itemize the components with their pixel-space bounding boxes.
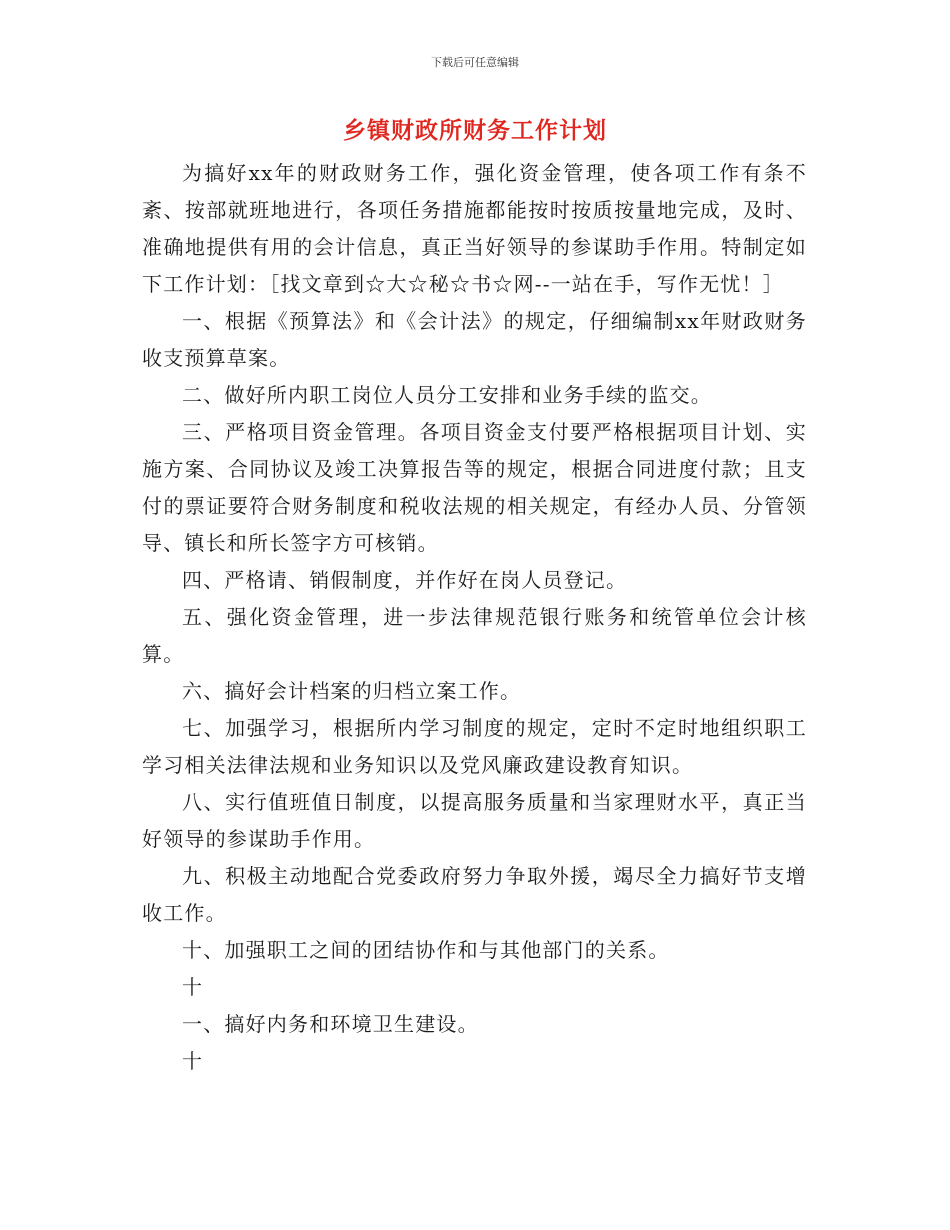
paragraph-intro: 为搞好xx年的财政财务工作，强化资金管理，使各项工作有条不紊、按部就班地进行，各项任务措施都能按时按质按量地完成，及时、准确地提供有用的会计信息，真正当好领导的参谋助手作用。特制定如下工作计划：［找文章到☆大☆秘☆书☆网--一站在手，写作无忧！］ — [142, 161, 807, 296]
document-title: 乡镇财政所财务工作计划 — [343, 118, 607, 144]
paragraph-item-3: 三、严格项目资金管理。各项目资金支付要严格根据项目计划、实施方案、合同协议及竣工决算报告等的规定，根据合同进度付款；且支付的票证要符合财务制度和税收法规的相关规定，有经办人员、分管领导、镇长和所长签字方可核销。 — [142, 420, 807, 555]
paragraph-item-12-prefix: 十 — [182, 1049, 204, 1073]
paragraph-item-7: 七、加强学习，根据所内学习制度的规定，定时不定时地组织职工学习相关法律法规和业务知识以及党风廉政建设教育知识。 — [142, 716, 807, 777]
paragraph-item-1: 一、根据《预算法》和《会计法》的规定，仔细编制xx年财政财务收支预算草案。 — [142, 309, 807, 370]
paragraph-item-9: 九、积极主动地配合党委政府努力争取外援，竭尽全力搞好节支增收工作。 — [142, 864, 807, 925]
paragraph-item-11-prefix: 十 — [182, 975, 204, 999]
document-body — [142, 155, 807, 1080]
paragraph-item-2: 二、做好所内职工岗位人员分工安排和业务手续的监交。 — [182, 383, 712, 407]
paragraph-item-11: 一、搞好内务和环境卫生建设。 — [182, 1012, 479, 1036]
paragraph-item-4: 四、严格请、销假制度，并作好在岗人员登记。 — [182, 568, 628, 592]
paragraph-item-10: 十、加强职工之间的团结协作和与其他部门的关系。 — [182, 938, 670, 962]
header-note: 下载后可任意编辑 — [431, 56, 519, 69]
paragraph-item-5: 五、强化资金管理，进一步法律规范银行账务和统管单位会计核算。 — [142, 605, 807, 666]
paragraph-item-6: 六、搞好会计档案的归档立案工作。 — [182, 679, 522, 703]
paragraph-item-8: 八、实行值班值日制度，以提高服务质量和当家理财水平，真正当好领导的参谋助手作用。 — [142, 790, 807, 851]
